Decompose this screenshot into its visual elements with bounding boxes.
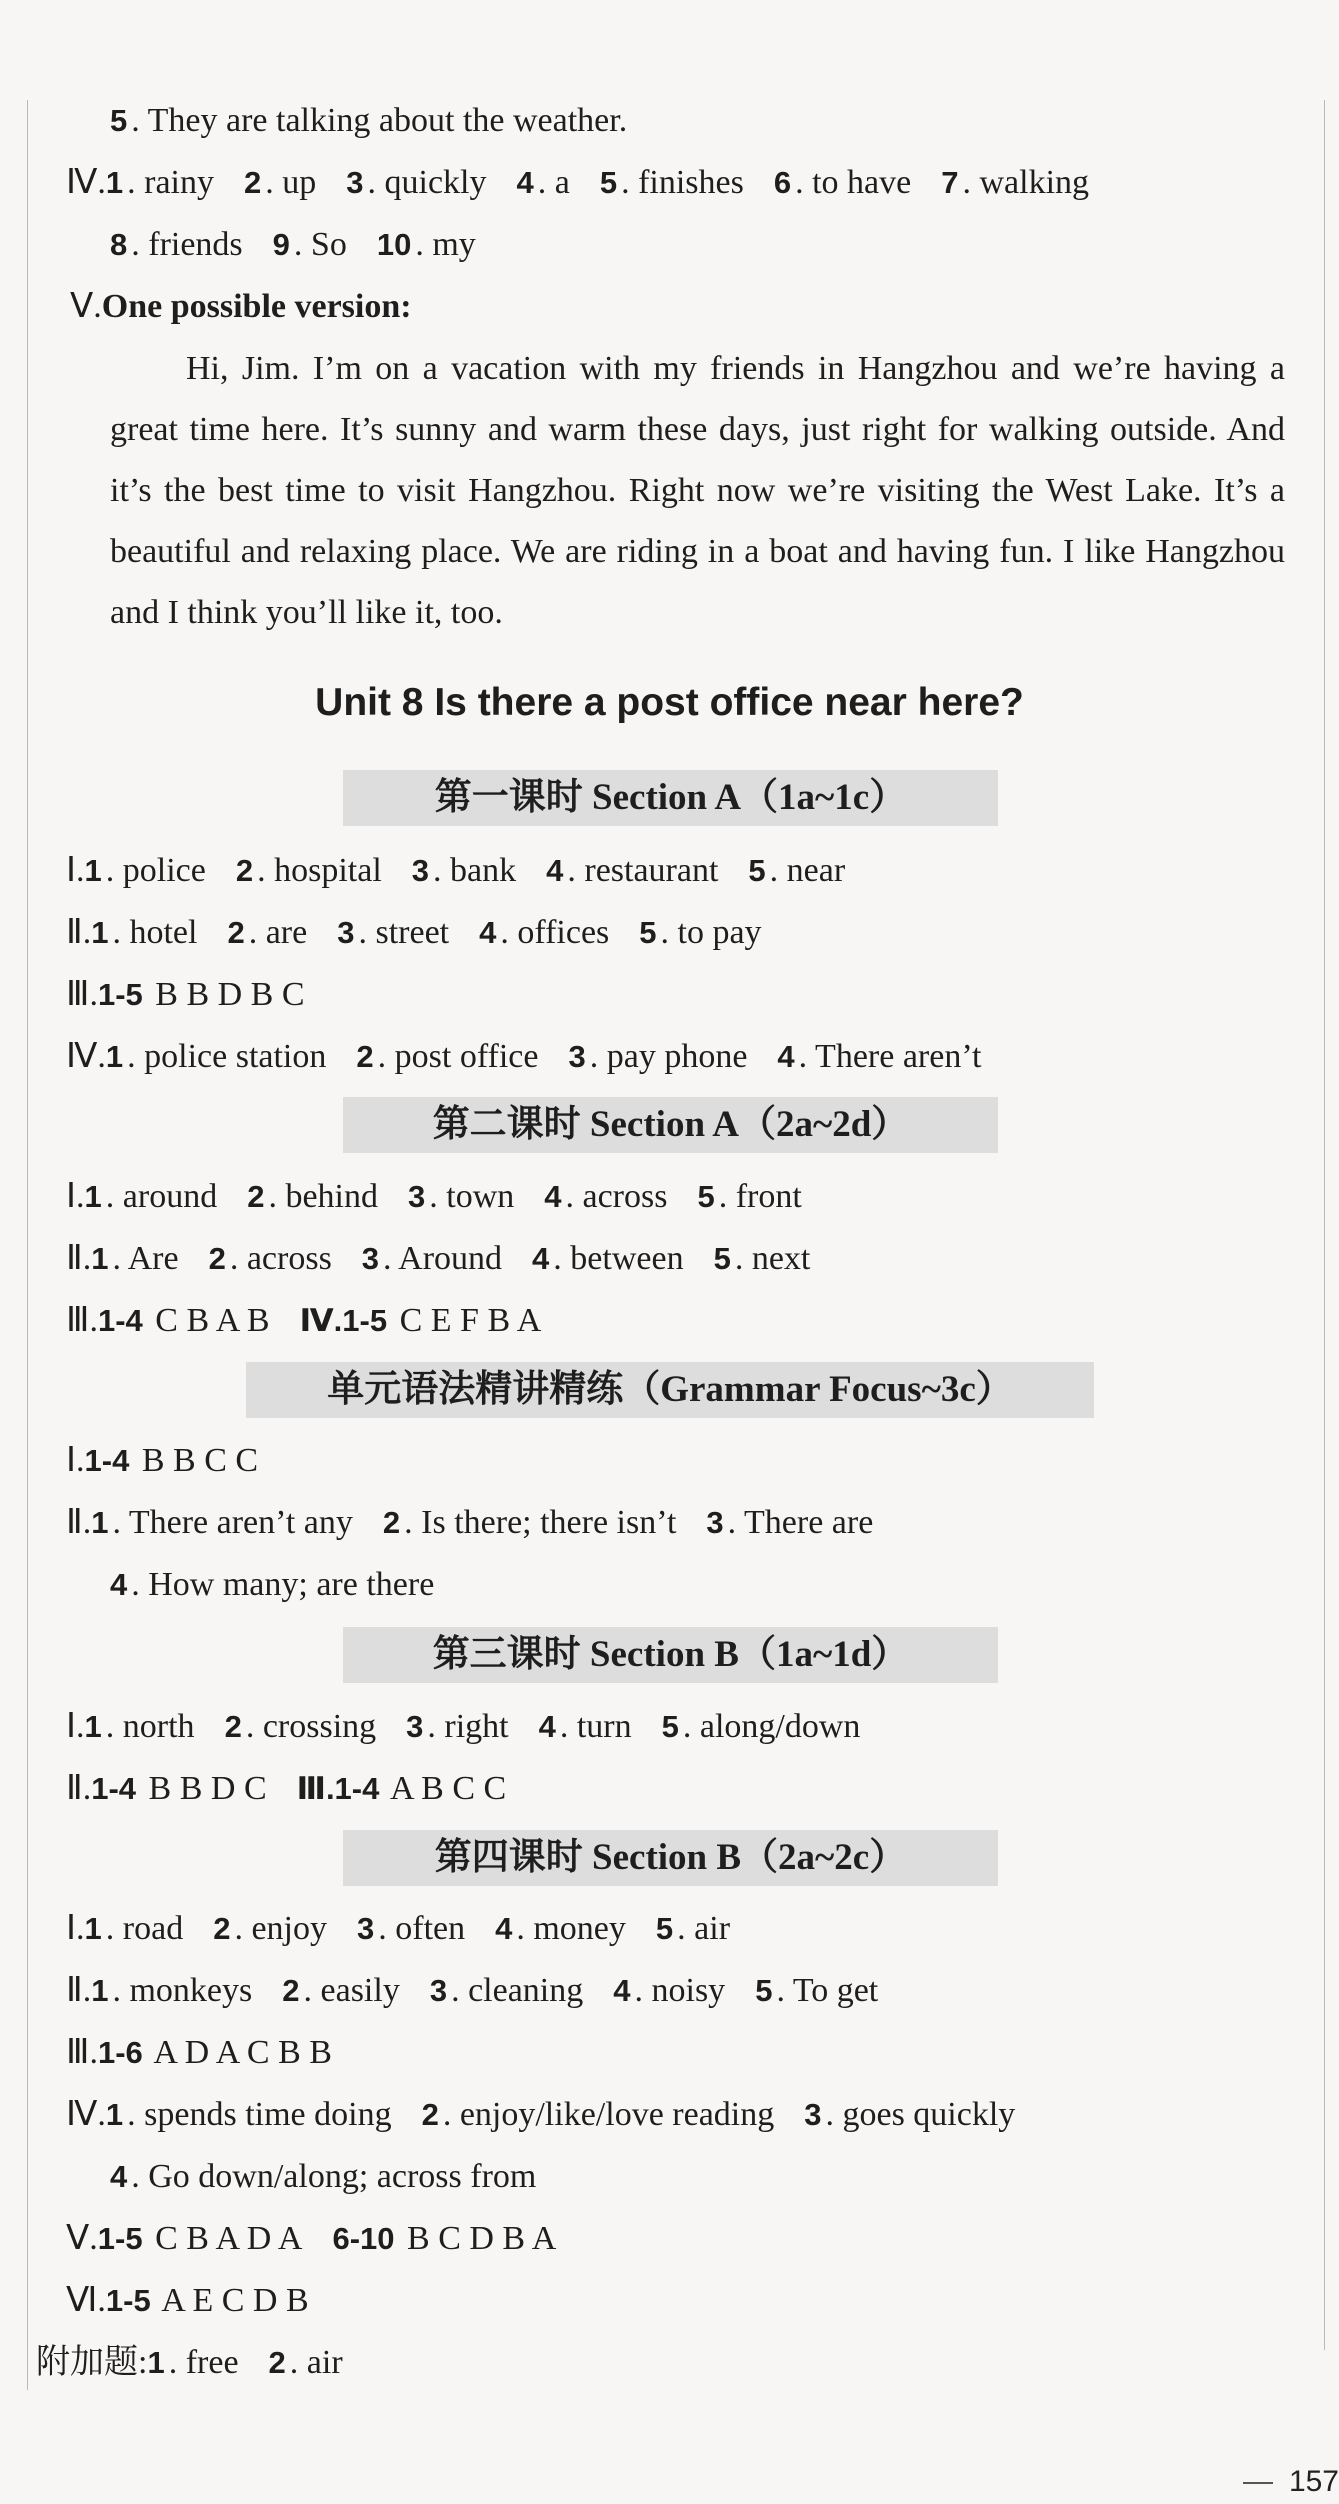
question-group-label: Ⅳ. bbox=[66, 164, 106, 201]
answer-text: . Around bbox=[383, 1240, 503, 1277]
answer-line bbox=[66, 1032, 982, 1082]
answer-number: 1 bbox=[105, 2097, 124, 2132]
answer-number: 2 bbox=[235, 853, 254, 888]
answer-text: A E C D B bbox=[154, 2282, 309, 2319]
answer-number: Ⅲ.1-4 bbox=[296, 1771, 380, 1806]
answer-number: 5 bbox=[639, 915, 657, 950]
answer-line bbox=[66, 158, 1089, 208]
question-group-label: Ⅳ. bbox=[66, 2096, 106, 2133]
answer-text: A B C C bbox=[383, 1770, 507, 1807]
question-group-label: Ⅰ. bbox=[66, 1910, 85, 1947]
question-group-label: Ⅰ. bbox=[66, 852, 85, 889]
answer-number: 1 bbox=[84, 853, 102, 888]
answer-number: Ⅳ.1-5 bbox=[299, 1303, 388, 1338]
answer-number: 10 bbox=[376, 227, 412, 262]
answer-line bbox=[66, 1764, 506, 1814]
answer-line bbox=[110, 1560, 434, 1610]
answer-number: 1-4 bbox=[84, 1443, 130, 1478]
answer-text: B B D B C bbox=[146, 976, 305, 1013]
answer-number: 5 bbox=[110, 103, 128, 138]
answer-text: . up bbox=[265, 164, 317, 201]
answer-text: . enjoy bbox=[234, 1910, 327, 1947]
question-group-label: Ⅱ. bbox=[66, 1504, 92, 1541]
answer-number: 5 bbox=[755, 1973, 773, 2008]
answer-text: . spends time doing bbox=[127, 2096, 392, 2133]
answer-number: 2 bbox=[382, 1505, 401, 1540]
answer-number: 4 bbox=[777, 1039, 795, 1074]
answer-number: 3 bbox=[406, 1709, 424, 1744]
answer-line bbox=[110, 2152, 536, 2202]
answer-number: 2 bbox=[356, 1039, 374, 1074]
answer-number: 1-5 bbox=[97, 977, 143, 1012]
answer-number: 5 bbox=[713, 1241, 731, 1276]
answer-text: C B A D A bbox=[146, 2220, 303, 2257]
answer-number: 6 bbox=[773, 165, 792, 200]
unit-title: Unit 8 Is there a post office near here? bbox=[315, 681, 1024, 724]
answer-number: 3 bbox=[568, 1039, 586, 1074]
answer-text: . air bbox=[677, 1910, 731, 1947]
answer-text: . finishes bbox=[621, 164, 744, 201]
answer-text: . There aren’t bbox=[798, 1038, 982, 1075]
answer-number: 5 bbox=[661, 1709, 679, 1744]
answer-number: 3 bbox=[408, 1179, 426, 1214]
answer-text: . friends bbox=[131, 226, 243, 263]
answer-text: . crossing bbox=[245, 1708, 377, 1745]
answer-line bbox=[66, 2214, 556, 2264]
answer-text: . hotel bbox=[112, 914, 198, 951]
answer-line bbox=[66, 1234, 810, 1284]
answer-text: B B C C bbox=[133, 1442, 259, 1479]
answer-line bbox=[66, 1172, 802, 1222]
answer-number: 1 bbox=[105, 165, 124, 200]
question-group-label: Ⅲ. bbox=[66, 2034, 98, 2071]
answer-text: . road bbox=[105, 1910, 184, 1947]
answer-number: 4 bbox=[613, 1973, 631, 2008]
answer-text: . to pay bbox=[660, 914, 762, 951]
answer-number: 2 bbox=[227, 915, 245, 950]
answer-text: . turn bbox=[559, 1708, 632, 1745]
page-number-dash bbox=[1243, 2482, 1273, 2484]
answer-text: A D A C B B bbox=[146, 2034, 332, 2071]
answer-number: 3 bbox=[411, 853, 430, 888]
answer-number: 5 bbox=[655, 1911, 674, 1946]
answer-number: 5 bbox=[599, 165, 618, 200]
answer-number: 1 bbox=[91, 1241, 109, 1276]
answer-text: . monkeys bbox=[112, 1972, 253, 2009]
answer-line bbox=[66, 2028, 332, 2078]
answer-text: . street bbox=[358, 914, 450, 951]
answer-number: 1 bbox=[91, 915, 109, 950]
answer-text: . air bbox=[289, 2344, 343, 2381]
answer-line bbox=[66, 846, 845, 896]
answer-line bbox=[66, 1702, 860, 1752]
answer-text: . along/down bbox=[682, 1708, 861, 1745]
answer-number: 2 bbox=[208, 1241, 226, 1276]
section-heading: 第四课时 Section B（2a~2c） bbox=[343, 1830, 998, 1886]
answer-number: 4 bbox=[110, 2159, 128, 2194]
answer-number: 2 bbox=[224, 1709, 242, 1744]
question-group-label: Ⅳ. bbox=[66, 1038, 106, 1075]
answer-number: 1 bbox=[84, 1179, 102, 1214]
answer-number: 2 bbox=[244, 165, 262, 200]
answer-number: 1-4 bbox=[91, 1771, 137, 1806]
answer-number: 1-5 bbox=[97, 2221, 143, 2256]
answer-text: . Go down/along; across from bbox=[131, 2158, 537, 2195]
answer-number: 2 bbox=[213, 1911, 231, 1946]
answer-text: . across bbox=[229, 1240, 332, 1277]
answer-text: . easily bbox=[303, 1972, 400, 2009]
answer-text: . behind bbox=[268, 1178, 378, 1215]
answer-line bbox=[110, 220, 476, 270]
answer-number: 3 bbox=[346, 165, 364, 200]
answer-number: 1 bbox=[91, 1505, 109, 1540]
answer-number: 4 bbox=[110, 1567, 128, 1602]
answer-text: . next bbox=[734, 1240, 811, 1277]
right-margin-rule bbox=[1324, 100, 1325, 2350]
answer-line bbox=[66, 1296, 541, 1346]
answer-number: 9 bbox=[272, 227, 290, 262]
answer-text: . around bbox=[105, 1178, 218, 1215]
answer-number: 4 bbox=[479, 915, 497, 950]
question-group-label: Ⅱ. bbox=[66, 914, 92, 951]
answer-number: 8 bbox=[110, 227, 128, 262]
answer-line bbox=[66, 2090, 1015, 2140]
section-v-label: Ⅴ. bbox=[70, 288, 102, 325]
answer-number: 1-4 bbox=[97, 1303, 143, 1338]
page-number-text: 157 bbox=[1288, 2465, 1339, 2498]
question-group-label: Ⅲ. bbox=[66, 976, 98, 1013]
answer-line bbox=[66, 2276, 309, 2326]
answer-number: 3 bbox=[429, 1973, 448, 2008]
answer-line bbox=[66, 1904, 730, 1954]
answer-text: . town bbox=[429, 1178, 515, 1215]
question-group-label: Ⅱ. bbox=[66, 1972, 92, 2009]
answer-number: 4 bbox=[495, 1911, 513, 1946]
answer-number: 4 bbox=[532, 1241, 550, 1276]
answer-number: 1 bbox=[84, 1709, 102, 1744]
answer-text: B C D B A bbox=[398, 2220, 557, 2257]
question-group-label: Ⅱ. bbox=[66, 1770, 92, 1807]
section-heading: 第一课时 Section A（1a~1c） bbox=[343, 770, 998, 826]
answer-number: 3 bbox=[361, 1241, 380, 1276]
answer-text: . are bbox=[248, 914, 308, 951]
answer-number: 2 bbox=[421, 2097, 439, 2132]
answer-text: . front bbox=[718, 1178, 802, 1215]
answer-text: . goes quickly bbox=[825, 2096, 1016, 2133]
answer-line bbox=[66, 1436, 258, 1486]
answer-text: . offices bbox=[500, 914, 610, 951]
answer-text: . rainy bbox=[127, 164, 214, 201]
answer-number: 3 bbox=[706, 1505, 724, 1540]
answer-line bbox=[110, 96, 627, 146]
answer-number: 4 bbox=[516, 165, 534, 200]
answer-text: C E F B A bbox=[391, 1302, 542, 1339]
answer-text: . So bbox=[293, 226, 347, 263]
answer-number: 2 bbox=[247, 1179, 265, 1214]
answer-text: B B D C bbox=[140, 1770, 267, 1807]
answer-text: . restaurant bbox=[567, 852, 719, 889]
answer-text: . post office bbox=[377, 1038, 539, 1075]
answer-text: C B A B bbox=[146, 1302, 270, 1339]
answer-text: . police station bbox=[127, 1038, 327, 1075]
section-v-heading bbox=[70, 282, 412, 332]
section-heading: 第三课时 Section B（1a~1d） bbox=[343, 1627, 998, 1683]
answer-text: . cleaning bbox=[451, 1972, 584, 2009]
answer-number: 2 bbox=[268, 2345, 286, 2380]
answer-text: . hospital bbox=[257, 852, 382, 889]
question-group-label: Ⅰ. bbox=[66, 1442, 85, 1479]
answer-text: . noisy bbox=[634, 1972, 726, 2009]
answer-line bbox=[66, 1498, 873, 1548]
answer-text: . enjoy/like/love reading bbox=[442, 2096, 775, 2133]
answer-number: 1 bbox=[91, 1973, 109, 2008]
answer-number: 1 bbox=[105, 1039, 124, 1074]
answer-line bbox=[66, 970, 305, 1020]
question-group-label: Ⅱ. bbox=[66, 1240, 92, 1277]
answer-text: . money bbox=[516, 1910, 626, 1947]
answer-number: 3 bbox=[357, 1911, 375, 1946]
answer-number: 4 bbox=[544, 1179, 562, 1214]
answer-line bbox=[66, 908, 762, 958]
answer-text: . pay phone bbox=[589, 1038, 748, 1075]
question-group-label: Ⅴ. bbox=[66, 2220, 98, 2257]
answer-number: 1-6 bbox=[97, 2035, 143, 2070]
sample-essay: Hi, Jim. I’m on a vacation with my friends in Hangzhou and we’re having a great time here. It’s sunny and warm these days, just right for walking outside. And it’s the best time to visit Hangzhou. Right now we’re visiting the West Lake. It’s a beautiful and relaxing place. We are riding in a boat and having fun. I like Hangzhou and I think you’ll like it, too. bbox=[110, 350, 1285, 631]
answer-number: 7 bbox=[941, 165, 959, 200]
answer-text: . bank bbox=[433, 852, 517, 889]
answer-number: 6-10 bbox=[332, 2221, 395, 2256]
answer-number: 3 bbox=[337, 915, 355, 950]
answer-text: . How many; are there bbox=[131, 1566, 435, 1603]
question-group-label: Ⅵ. bbox=[66, 2282, 106, 2319]
answer-number: 4 bbox=[546, 853, 564, 888]
answer-text: . a bbox=[537, 164, 570, 201]
answer-number: 2 bbox=[282, 1973, 300, 2008]
answer-line bbox=[36, 2338, 343, 2388]
answer-text: . near bbox=[769, 852, 846, 889]
question-group-label: Ⅰ. bbox=[66, 1708, 85, 1745]
section-heading: 单元语法精讲精练（Grammar Focus~3c） bbox=[246, 1362, 1094, 1418]
answer-text: . between bbox=[553, 1240, 684, 1277]
answer-text: . quickly bbox=[367, 164, 487, 201]
section-heading: 第二课时 Section A（2a~2d） bbox=[343, 1097, 998, 1153]
answer-text: . walking bbox=[962, 164, 1090, 201]
answer-number: 1 bbox=[84, 1911, 102, 1946]
question-group-label: Ⅲ. bbox=[66, 1302, 98, 1339]
question-group-label: 附加题: bbox=[36, 2344, 148, 2381]
answer-number: 1-5 bbox=[105, 2283, 151, 2318]
answer-text: . Is there; there isn’t bbox=[404, 1504, 677, 1541]
answer-number: 5 bbox=[748, 853, 766, 888]
answer-number: 3 bbox=[804, 2097, 822, 2132]
answer-text: . to have bbox=[795, 164, 912, 201]
answer-text: . across bbox=[565, 1178, 668, 1215]
answer-text: . They are talking about the weather. bbox=[131, 102, 628, 139]
answer-line bbox=[66, 1966, 878, 2016]
answer-number: 4 bbox=[538, 1709, 556, 1744]
answer-text: . There are bbox=[727, 1504, 874, 1541]
answer-number: 5 bbox=[697, 1179, 715, 1214]
question-group-label: Ⅰ. bbox=[66, 1178, 85, 1215]
section-v-title: One possible version: bbox=[101, 288, 412, 325]
answer-text: . free bbox=[168, 2344, 239, 2381]
answer-text: . There aren’t any bbox=[112, 1504, 353, 1541]
answer-text: . right bbox=[427, 1708, 509, 1745]
left-margin-rule bbox=[27, 100, 28, 2390]
answer-text: . To get bbox=[776, 1972, 879, 2009]
answer-text: . often bbox=[378, 1910, 466, 1947]
answer-number: 1 bbox=[147, 2345, 165, 2380]
answer-text: . my bbox=[415, 226, 476, 263]
answer-text: . north bbox=[105, 1708, 195, 1745]
answer-text: . police bbox=[105, 852, 206, 889]
page-number bbox=[1243, 2460, 1339, 2504]
answer-text: . Are bbox=[112, 1240, 179, 1277]
